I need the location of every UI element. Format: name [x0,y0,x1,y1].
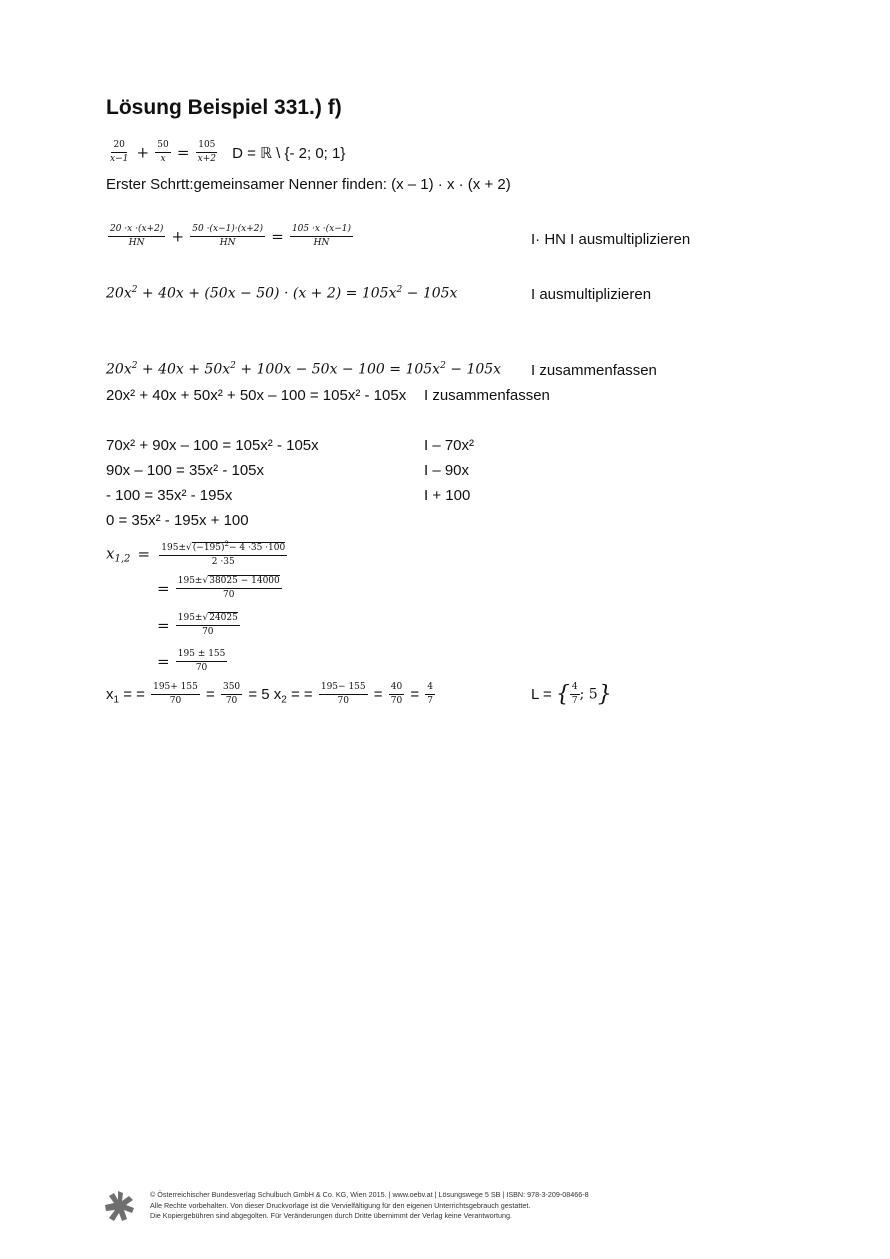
equation-original: $\frac{20}{x-1}$ + $\frac{50}{x}$ = $\frac{105}{x+2}$ D = ℝ \ {- 2; 0; 1} [110,140,346,164]
page-title: Lösung Beispiel 331.) f) [106,96,342,119]
oebv-star-logo-icon [104,1190,136,1222]
fraction: $\frac{195\pm√24025}{70}$ [177,613,238,637]
equation-expanded-1: $20x^2 + 40x + (50x - 50) \cdot (x + 2) = 105x^2 - 105x$ [106,285,458,302]
fraction: $\frac{40}{70}$ [390,682,403,706]
step-description: Erster Schrtt:gemeinsamer Nenner finden: (x – 1) · x · (x + 2) [106,176,511,193]
fraction: $\frac{20}{x-1}$ [110,140,129,164]
equation-common-denominator: $\frac{20 \cdot x \cdot(x+2)}{HN}$ + $\frac{50 \cdot(x-1)\cdot(x+2)}{HN}$ = $\frac{105 \cdot x \cdot(x-1)}{HN}$ [110,224,352,248]
fraction: $\frac{50 \cdot(x-1)\cdot(x+2)}{HN}$ [192,224,264,248]
fraction: $\frac{4}{7}$ [427,682,434,706]
equation-step-5: 70x² + 90x – 100 = 105x² - 105x [106,437,319,454]
fraction: $\frac{50}{x}$ [157,140,169,164]
equation-quadratic-form: 0 = 35x² - 195x + 100 [106,512,249,529]
fraction: $\frac{195+ 155}{70}$ [153,682,198,706]
solution-set: L = { $\frac{4}{7}$ ; 5} [531,682,612,707]
equation-simplified: 20x² + 40x + 50x² + 50x – 100 = 105x² - 105x [106,387,407,404]
equation-expanded-2: $20x^2 + 40x + 50x^2 + 100x - 50x - 100 = 105x^2 - 105x$ [106,361,502,378]
equation-step-6: 90x – 100 = 35x² - 105x [106,462,265,479]
step-note: I + 100 [424,487,471,504]
fraction: $\frac{4}{7}$ [571,682,578,706]
fraction: $\frac{350}{70}$ [222,682,241,706]
domain-definition: D = ℝ \ {- 2; 0; 1} [232,144,346,162]
quadratic-formula-line-1: $x_{1,2}$ = $\frac{195\pm√(-195)^2- 4 \cdot 35 \cdot 100}{2 \cdot 35}$ [106,540,286,567]
footer-line: Alle Rechte vorbehalten. Von dieser Druckvorlage ist die Vervielfältigung für den eigenen Unterrichtsgebrauch gestattet. [150,1200,531,1210]
quadratic-formula-line-4: = $\frac{195 \pm 155}{70}$ [157,649,226,673]
quadratic-formula-line-3: = $\frac{195\pm√24025}{70}$ [157,613,238,637]
quadratic-formula-line-2: = $\frac{195\pm√38025 - 14000}{70}$ [157,576,280,600]
fraction: $\frac{195 \pm 155}{70}$ [177,649,226,673]
step-note: I· HN I ausmultiplizieren [531,231,691,248]
solutions-line: $x_1$ = = $\frac{195+ 155}{70}$ = $\frac{350}{70}$ = 5 $x_2$ = = $\frac{195- 155}{70}$ = $\frac{40}{70}$ = $\frac{4}{7}$ [106,682,434,706]
step-note: I – 90x [424,462,470,479]
fraction: $\frac{195- 155}{70}$ [320,682,366,706]
fraction: $\frac{195\pm√38025 - 14000}{70}$ [177,576,280,600]
step-note: I ausmultiplizieren [531,286,652,303]
copyright-footer [150,1190,589,1222]
fraction: $\frac{105}{x+2}$ [197,140,216,164]
fraction: $\frac{20 \cdot x \cdot(x+2)}{HN}$ [110,224,164,248]
fraction: $\frac{105 \cdot x \cdot(x-1)}{HN}$ [291,224,352,248]
step-note: I zusammenfassen [531,362,657,379]
step-note: I zusammenfassen [424,387,550,404]
footer-line: © Österreichischer Bundesverlag Schulbuch GmbH & Co. KG, Wien 2015. | www.oebv.at | Lösungswege 5 SB | ISBN: 978-3-209-08466-8 [150,1190,589,1199]
equation-step-7: - 100 = 35x² - 195x [106,487,233,504]
fraction: $\frac{195\pm√(-195)^2- 4 \cdot 35 \cdot 100}{2 \cdot 35}$ [161,540,286,567]
step-note: I – 70x² [424,437,475,454]
footer-line: Die Kopiergebühren sind abgegolten. Für Veränderungen durch Dritte übernimmt der Verlag keine Verantwortung. [150,1211,512,1220]
